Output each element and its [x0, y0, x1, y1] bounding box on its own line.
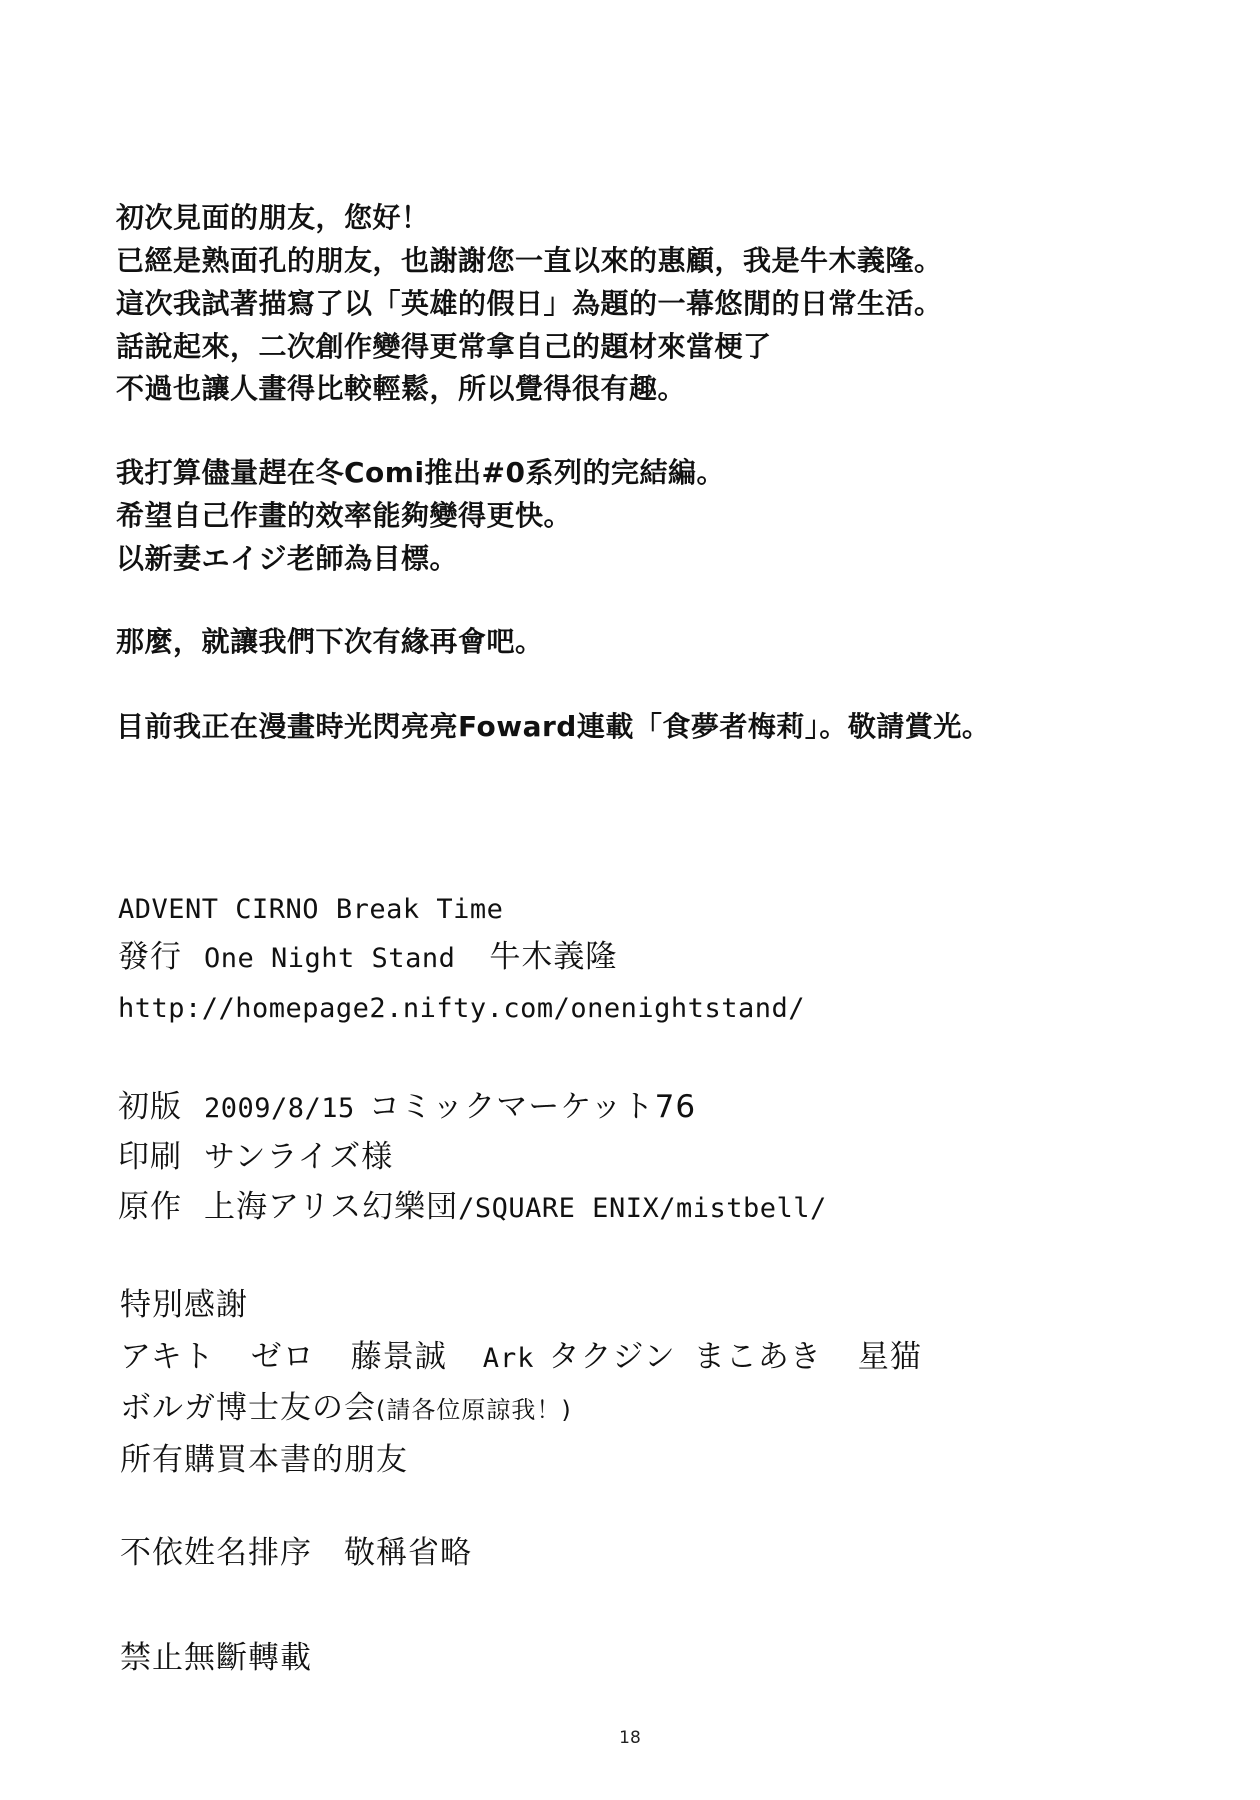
afterword-line: 不過也讓人畫得比較輕鬆，所以覺得很有趣。: [116, 372, 687, 405]
afterword-line: 以新妻エイジ老師為目標。: [116, 542, 459, 575]
page-number: 18: [619, 1728, 641, 1748]
publisher-author: 牛木義隆: [489, 939, 618, 975]
publisher-label: 發行: [118, 939, 182, 975]
edition-date: 2009/8/15: [204, 1093, 355, 1124]
special-thanks-heading: 特別感謝: [120, 1287, 248, 1323]
printer-row: [118, 1139, 394, 1175]
original-work-latin: /SQUARE ENIX/mistbell/: [458, 1193, 827, 1224]
printer-label: 印刷: [118, 1139, 182, 1175]
afterword-line: 初次見面的朋友，您好！: [116, 201, 430, 234]
edition-row: [118, 1089, 697, 1125]
reprint-notice: 禁止無斷轉載: [120, 1640, 312, 1676]
thanks-name: Ark: [482, 1343, 535, 1374]
edition-event: コミックマーケット76: [368, 1089, 697, 1125]
publisher-circle: One Night Stand: [204, 943, 456, 974]
afterword-line: 目前我正在漫畫時光閃亮亮Foward連載「食夢者梅莉」。敬請賞光。: [116, 710, 991, 743]
afterword-line: 已經是熟面孔的朋友，也謝謝您一直以來的惠顧，我是牛木義隆。: [116, 244, 943, 277]
original-work-row: [118, 1189, 827, 1225]
thanks-names-row: [120, 1339, 958, 1375]
thanks-group: ボルガ博士友の会: [120, 1390, 376, 1426]
thanks-group-row: [120, 1390, 572, 1426]
original-work-label: 原作: [118, 1189, 182, 1225]
book-title: ADVENT CIRNO Break Time: [118, 894, 504, 925]
thanks-name: まこあき: [693, 1339, 822, 1375]
name-order-note: 不依姓名排序 敬稱省略: [120, 1535, 472, 1571]
edition-label: 初版: [118, 1089, 182, 1125]
thanks-group-note: (請各位原諒我！): [376, 1396, 572, 1424]
afterword-line: 我打算儘量趕在冬Comi推出#0系列的完結編。: [116, 456, 726, 489]
thanks-name: 星猫: [857, 1339, 922, 1375]
thanks-name: ゼロ: [250, 1339, 315, 1375]
original-work-jp: 上海アリス幻樂団: [204, 1189, 459, 1225]
publisher-row: [118, 939, 618, 975]
thanks-name: 藤景誠: [350, 1339, 447, 1375]
thanks-readers: 所有購買本書的朋友: [120, 1442, 408, 1478]
thanks-name: タクジン: [548, 1339, 676, 1375]
printer-value: サンライズ様: [204, 1139, 394, 1175]
afterword-line: 話說起來，二次創作變得更常拿自己的題材來當梗了: [116, 330, 772, 363]
afterword-line: 希望自己作畫的效率能夠變得更快。: [116, 499, 573, 532]
afterword-line: 這次我試著描寫了以「英雄的假日」為題的一幕悠閒的日常生活。: [116, 287, 943, 320]
afterword-line: 那麼，就讓我們下次有緣再會吧。: [116, 625, 544, 658]
website-url: http://homepage2.nifty.com/onenightstand/: [118, 993, 805, 1024]
thanks-name: アキト: [120, 1339, 215, 1375]
